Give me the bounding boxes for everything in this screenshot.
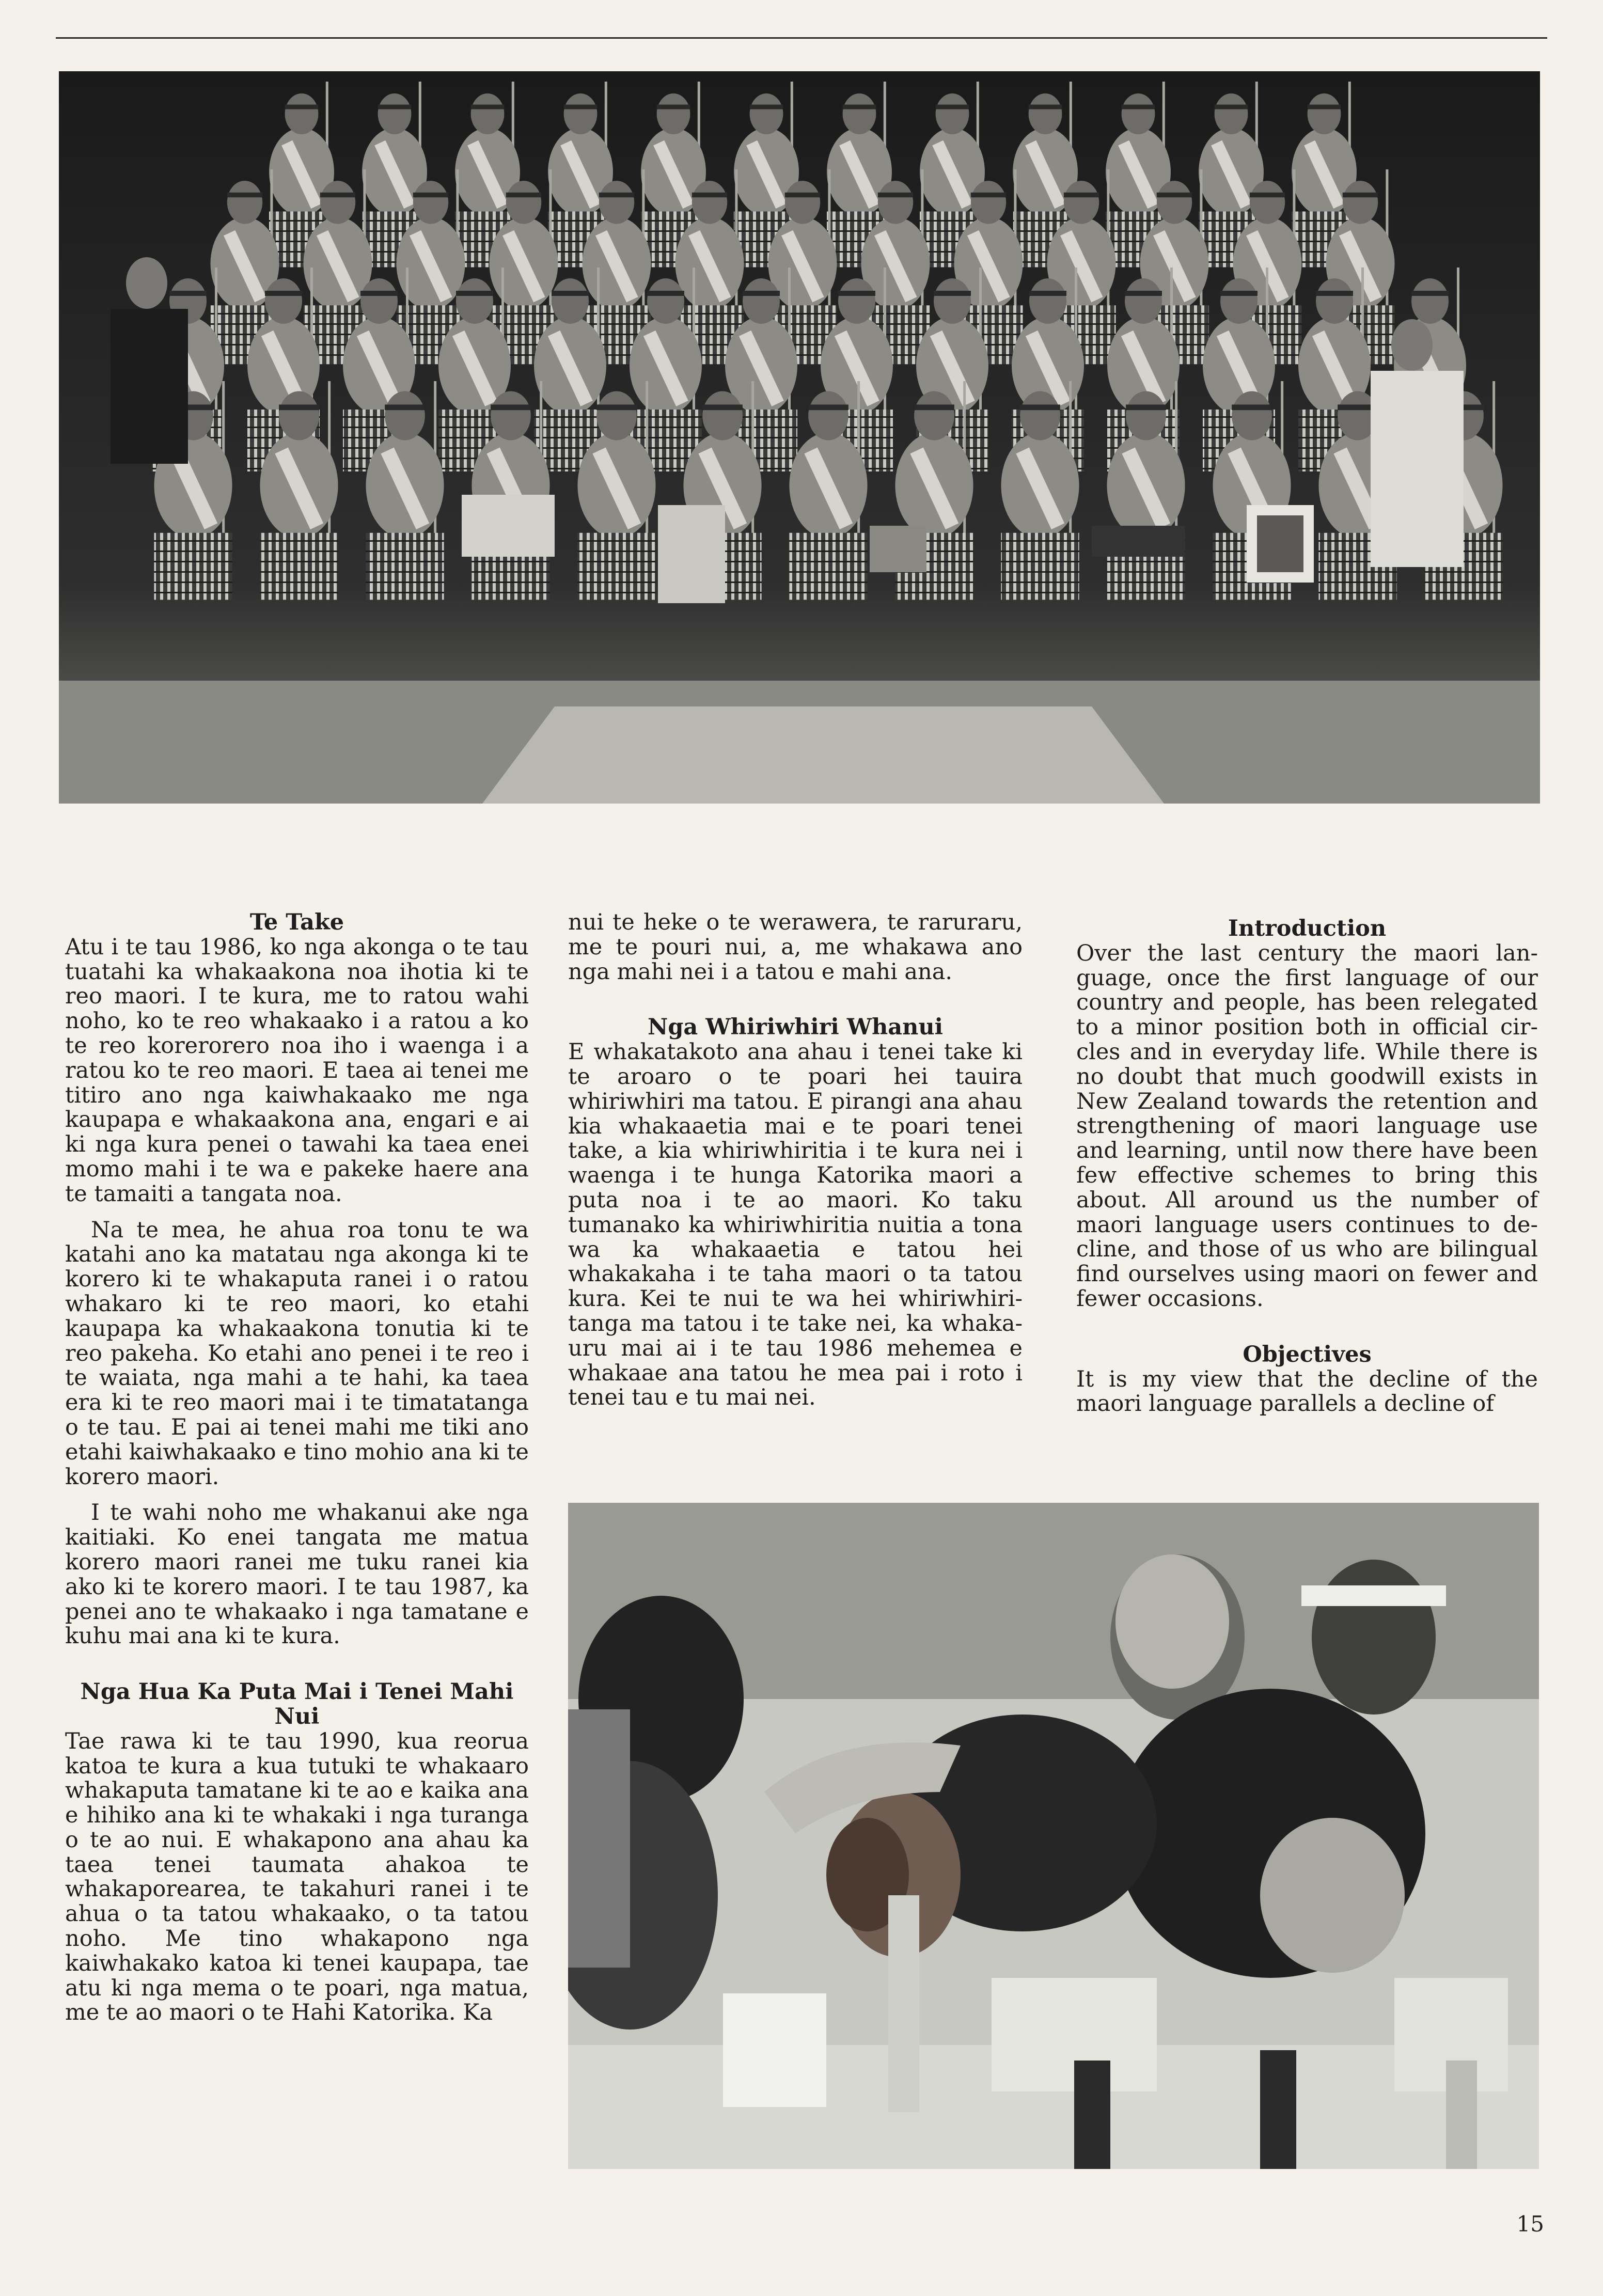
paragraph: Na te mea, he ahua roa tonu te wa katahi ano ka matatau nga akonga ki te korero ki te whakaputa ranei i o ratou whakaro ki te reo maori, ko etahi kaupapa ka whakaakona tonutia ki te reo pakeha. Ko etahi ano penei i te reo i te waiata, nga mahi a te hahi, ka taea era ki te reo maori mai i te timatatanga o te tau. E pai ai tenei mahi me tiki ano etahi kaiwhakaako e tino mohio ana ki te korero maori. [65,1217,529,1490]
rugby-scrum-photo-icon [568,1503,1539,2169]
column-1 [65,910,529,2025]
kapa-haka-group-photo [59,71,1540,804]
paragraph: E whakatakoto ana ahau i tenei take ki te aroaro o te poari hei tauira whiriwhiri ma tatou. E pirangi ana ahau kia whakaaetia mai e te poari tenei take, a kia whiriwhiritia i te kura nei i waenga i te hunga Katorika maori a puta noa i te ao maori. Ko taku tumanako ka whiriwhiritia nuitia a tona wa ka whakaaetia e tatou hei whakakaha i te taha maori o ta tatou kura. Kei te nui te wa hei whiriwhiri-tanga ma tatou i te take nei, ka whaka-uru mai ai i te tau 1986 mehemea e whakaae ana tatou he mea pai i roto i tenei tau e tu mai nei. [568,1039,1023,1411]
kapa-haka-group-photo-icon [59,71,1540,804]
page-number: 15 [1516,2211,1544,2237]
heading-nga-whiriwhiri: Nga Whiriwhiri Whanui [648,1014,943,1041]
heading-introduction: Introduction [1228,916,1387,941]
paragraph: Tae rawa ki te tau 1990, kua reorua katoa te kura a kua tutuki te whakaaro whakaputa tamatane ki te ao e kaika ana e hihiko ana ki te whakaki i nga turanga o te ao nui. E whakapono ana ahau ka taea tenei taumata ahakoa te whakaporearea, te takahuri ranei i te ahua o ta tatou whakaako, o ta tatou noho. Me tino whakapono nga kaiwhakako katoa ki tenei kaupapa, tae atu ki nga mema o te poari, nga matua, me te ao maori o te Hahi Katorika. Ka [65,1728,529,2026]
heading-te-take: Te Take [249,909,344,935]
paragraph: I te wahi noho me whakanui ake nga kaitiaki. Ko enei tangata me matua korero maori ranei me tuku ranei kia ako ki te korero maori. I te tau 1987, ka penei ano te whakaako i nga tamatane e kuhu mai ana ki te kura. [65,1500,529,1649]
paragraph: Over the last century the maori lan-guage, once the first language of our country and people, has been relegated to a minor position both in official cir-cles and in everyday life. While there is no doubt that much goodwill exists in New Zealand towards the retention and strengthening of maori language use and learning, until now there have been few effective schemes to bring this about. All around us the number of maori language users continues to de-cline, and those of us who are bilingual find ourselves using maori on fewer and fewer occasions. [1076,940,1538,1312]
top-rule [56,37,1547,39]
column-3 [1076,910,1538,1417]
column-2 [568,910,1023,1410]
paragraph: Atu i te tau 1986, ko nga akonga o te tau tuatahi ka whakaakona noa ihotia ki te reo maori. I te kura, me to ratou wahi noho, ko te reo whakaako i a ratou a ko te reo korerorero noa iho i waenga i a ratou ko te reo maori. E taea ai tenei me titiro ano nga kaiwhakaako me nga kaupapa e whakaakona ana, engari e ai ki nga kura penei o tawahi ka taea enei momo mahi i te wa e pakeke haere ana te tamaiti a tangata noa. [65,934,529,1207]
rugby-scrum-photo [568,1503,1539,2169]
heading-objectives: Objectives [1243,1341,1372,1367]
paragraph-continuation: nui te heke o te werawera, te raruraru, me te pouri nui, a, me whakawa ano nga mahi nei i a tatou e mahi ana. [568,909,1023,985]
heading-nga-hua: Nga Hua Ka Puta Mai i Tenei Mahi Nui [80,1679,514,1729]
paragraph: It is my view that the decline of the maori language parallels a decline of [1076,1366,1538,1417]
